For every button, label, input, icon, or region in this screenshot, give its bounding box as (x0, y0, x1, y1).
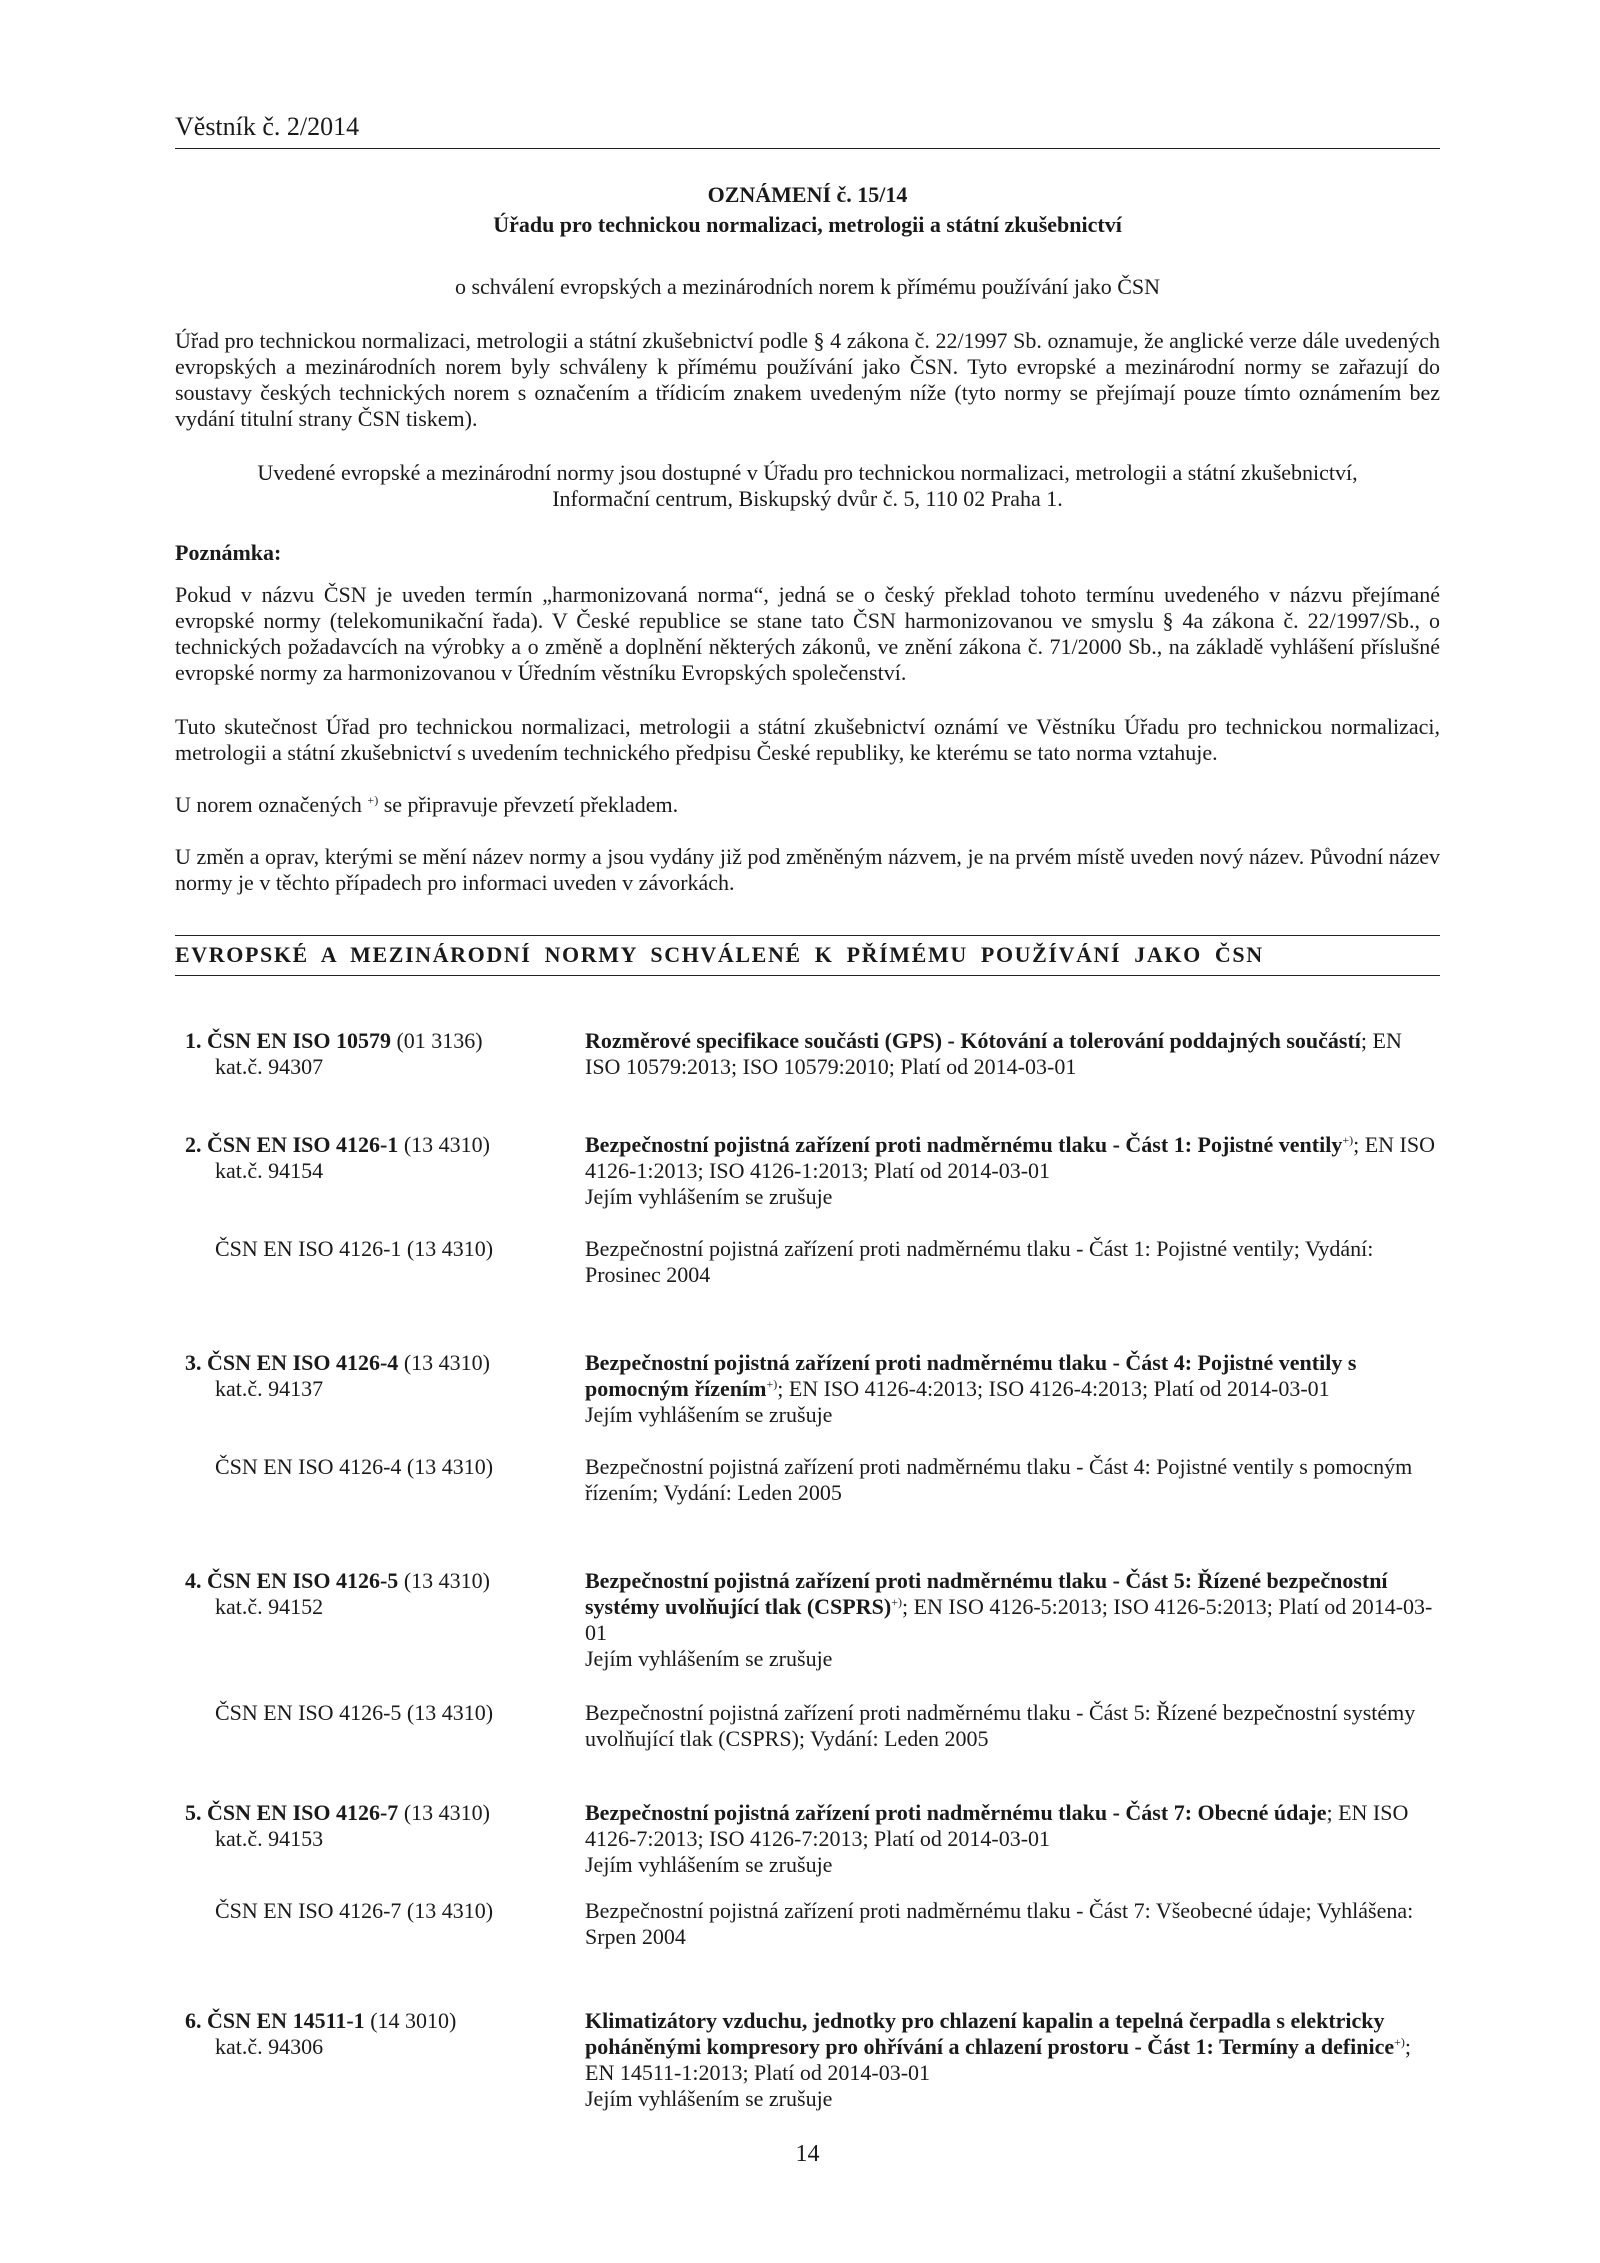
entry-designation (185, 1132, 565, 1184)
entry-designation (185, 1028, 565, 1080)
entry-cancels-note: Jejím vyhlášením se zrušuje (585, 2086, 833, 2111)
document-page (175, 0, 1440, 2263)
entry-class: (13 4310) (398, 1350, 490, 1375)
entry-catalog-number: kat.č. 94306 (215, 2034, 324, 2059)
entry-title (585, 1350, 1437, 1428)
replaced-code: ČSN EN ISO 4126-7 (13 4310) (215, 1898, 494, 1923)
intro-paragraph: Úřad pro technickou normalizaci, metrologii a státní zkušebnictví podle § 4 zákona č. 22/1997 Sb. oznamuje, že anglické verze dále uvedených evropských a mezinárodních norem byly schváleny k přímému používání jako ČSN. Tyto evropské a mezinárodní normy se zařazují do soustavy českých technických norem s označením a třídicím znakem uvedeným níže (tyto normy se přejímají pouze tímto oznámením bez vydání titulní strany ČSN tiskem). (175, 328, 1440, 431)
entry-title-rest: ; EN ISO 4126-7:2013; ISO 4126-7:2013; Platí od 2014-03-01 (585, 1800, 1409, 1851)
translation-mark: +) (766, 1377, 778, 1391)
availability-paragraph (175, 460, 1440, 512)
note-3-after: se připravuje převzetí překladem. (378, 792, 679, 817)
entry-title-rest: ; EN ISO 4126-1:2013; ISO 4126-1:2013; Platí od 2014-03-01 (585, 1132, 1435, 1183)
entry-code: 3. ČSN EN ISO 4126-4 (185, 1350, 399, 1375)
availability-line-2: Informační centrum, Biskupský dvůr č. 5, 110 02 Praha 1. (552, 486, 1063, 511)
entry-title-bold: Bezpečnostní pojistná zařízení proti nadměrnému tlaku - Část 1: Pojistné ventily (585, 1132, 1343, 1157)
title-block (175, 180, 1440, 240)
entry-title-bold: Bezpečnostní pojistná zařízení proti nadměrnému tlaku - Část 4: Pojistné ventily s pomocným řízením (585, 1350, 1357, 1401)
entry-title-bold: Bezpečnostní pojistná zařízení proti nadměrnému tlaku - Část 5: Řízené bezpečnostní systémy uvolňující tlak (CSPRS) (585, 1568, 1388, 1619)
replaced-code: ČSN EN ISO 4126-4 (13 4310) (215, 1454, 494, 1479)
entry-class: (14 3010) (364, 2008, 457, 2033)
entry-title (585, 1568, 1437, 1672)
entry-code: 2. ČSN EN ISO 4126-1 (185, 1132, 399, 1157)
entry-title-bold: Bezpečnostní pojistná zařízení proti nadměrnému tlaku - Část 7: Obecné údaje (585, 1800, 1327, 1825)
replaced-title: Bezpečnostní pojistná zařízení proti nadměrnému tlaku - Část 1: Pojistné ventily; Vydání: Prosinec 2004 (585, 1236, 1374, 1287)
entry-code: 1. ČSN EN ISO 10579 (185, 1028, 391, 1053)
entry-catalog-number: kat.č. 94137 (215, 1376, 324, 1401)
entry-catalog-number: kat.č. 94307 (215, 1054, 324, 1079)
entry-designation (185, 1350, 565, 1402)
entry-cancels-note: Jejím vyhlášením se zrušuje (585, 1646, 833, 1671)
entry-title (585, 2008, 1437, 2112)
running-header: Věstník č. 2/2014 (175, 112, 360, 141)
entry-class: (13 4310) (398, 1800, 490, 1825)
entry-class: (01 3136) (390, 1028, 483, 1053)
entry-title-bold: Klimatizátory vzduchu, jednotky pro chlazení kapalin a tepelná čerpadla s elektricky poháněnými kompresory pro ohřívání a chlazení prostoru - Část 1: Termíny a definice (585, 2008, 1395, 2059)
replaced-code: ČSN EN ISO 4126-1 (13 4310) (215, 1236, 494, 1261)
section-rule-top (175, 935, 1440, 936)
entry-title-bold: Rozměrové specifikace součásti (GPS) - Kótování a tolerování poddajných součástí (585, 1028, 1361, 1053)
entry-title (585, 1132, 1437, 1210)
replaced-title: Bezpečnostní pojistná zařízení proti nadměrnému tlaku - Část 4: Pojistné ventily s pomocným řízením; Vydání: Leden 2005 (585, 1454, 1413, 1505)
entry-designation (185, 2008, 565, 2060)
entry-class: (13 4310) (398, 1132, 490, 1157)
entry-catalog-number: kat.č. 94154 (215, 1158, 324, 1183)
note-paragraph-1: Pokud v názvu ČSN je uveden termín „harmonizovaná norma“, jedná se o český překlad tohoto termínu uvedeného v názvu přejímané evropské normy (telekomunikační řada). V České republice se stane tato ČSN harmonizovanou ve smyslu § 4a zákona č. 22/1997/Sb., o technických požadavcích na výrobky a o změně a doplnění některých zákonů, ve znění zákona č. 71/2000 Sb., na základě vyhlášení příslušné evropské normy za harmonizovanou v Úředním věstníku Evropských společenství. (175, 582, 1440, 685)
translation-mark: +) (367, 793, 379, 807)
announcement-office: Úřadu pro technickou normalizaci, metrologii a státní zkušebnictví (493, 212, 1122, 237)
entry-designation (185, 1800, 565, 1852)
entry-cancels-note: Jejím vyhlášením se zrušuje (585, 1184, 833, 1209)
replaced-title: Bezpečnostní pojistná zařízení proti nadměrnému tlaku - Část 5: Řízené bezpečnostní systémy uvolňující tlak (CSPRS); Vydání: Leden 2005 (585, 1700, 1416, 1751)
translation-mark: +) (1342, 1133, 1354, 1147)
note-paragraph-3 (175, 792, 1440, 818)
page-number: 14 (795, 2141, 820, 2167)
entry-title-rest: ; EN ISO 4126-4:2013; ISO 4126-4:2013; Platí od 2014-03-01 (777, 1376, 1330, 1401)
entry-code: 6. ČSN EN 14511-1 (185, 2008, 365, 2033)
entry-cancels-note: Jejím vyhlášením se zrušuje (585, 1402, 833, 1427)
entry-catalog-number: kat.č. 94153 (215, 1826, 324, 1851)
entry-class: (13 4310) (398, 1568, 490, 1593)
translation-mark: +) (891, 1595, 902, 1609)
entry-title-rest: ; EN ISO 10579:2013; ISO 10579:2010; Platí od 2014-03-01 (585, 1028, 1402, 1079)
entry-code: 4. ČSN EN ISO 4126-5 (185, 1568, 399, 1593)
note-3-before: U norem označených (175, 792, 368, 817)
availability-line-1: Uvedené evropské a mezinárodní normy jsou dostupné v Úřadu pro technickou normalizaci, metrologii a státní zkušebnictví, (257, 460, 1358, 485)
entry-designation (185, 1568, 565, 1620)
note-label: Poznámka: (175, 540, 282, 565)
header-rule (175, 148, 1440, 149)
entry-title (585, 1800, 1437, 1878)
replaced-title: Bezpečnostní pojistná zařízení proti nadměrnému tlaku - Část 7: Všeobecné údaje; Vyhlášena: Srpen 2004 (585, 1898, 1414, 1949)
note-paragraph-2: Tuto skutečnost Úřad pro technickou normalizaci, metrologii a státní zkušebnictví oznámí ve Věstníku Úřadu pro technickou normalizaci, metrologii a státní zkušebnictví s uvedením technického předpisu České republiky, ke kterému se tato norma vztahuje. (175, 714, 1440, 765)
entry-title-rest: ; EN ISO 4126-5:2013; ISO 4126-5:2013; Platí od 2014-03-01 (585, 1594, 1433, 1645)
announcement-title: OZNÁMENÍ č. 15/14 (707, 182, 908, 207)
note-paragraph-4: U změn a oprav, kterými se mění název normy a jsou vydány již pod změněným názvem, je na prvém místě uveden nový název. Původní název normy je v těchto případech pro informaci uveden v závorkách. (175, 844, 1440, 895)
entry-code: 5. ČSN EN ISO 4126-7 (185, 1800, 399, 1825)
replaced-code: ČSN EN ISO 4126-5 (13 4310) (215, 1700, 494, 1725)
translation-mark: +) (1394, 2035, 1405, 2049)
section-rule-bottom (175, 975, 1440, 976)
announcement-subject: o schválení evropských a mezinárodních norem k přímému používání jako ČSN (454, 274, 1161, 299)
entry-title (585, 1028, 1437, 1080)
entry-catalog-number: kat.č. 94152 (215, 1594, 324, 1619)
section-heading: EVROPSKÉ A MEZINÁRODNÍ NORMY SCHVÁLENÉ K PŘÍMÉMU POUŽÍVÁNÍ JAKO ČSN (175, 942, 1264, 967)
entry-title-rest: ; EN 14511-1:2013; Platí od 2014-03-01 (585, 2034, 1412, 2085)
entry-cancels-note: Jejím vyhlášením se zrušuje (585, 1852, 833, 1877)
